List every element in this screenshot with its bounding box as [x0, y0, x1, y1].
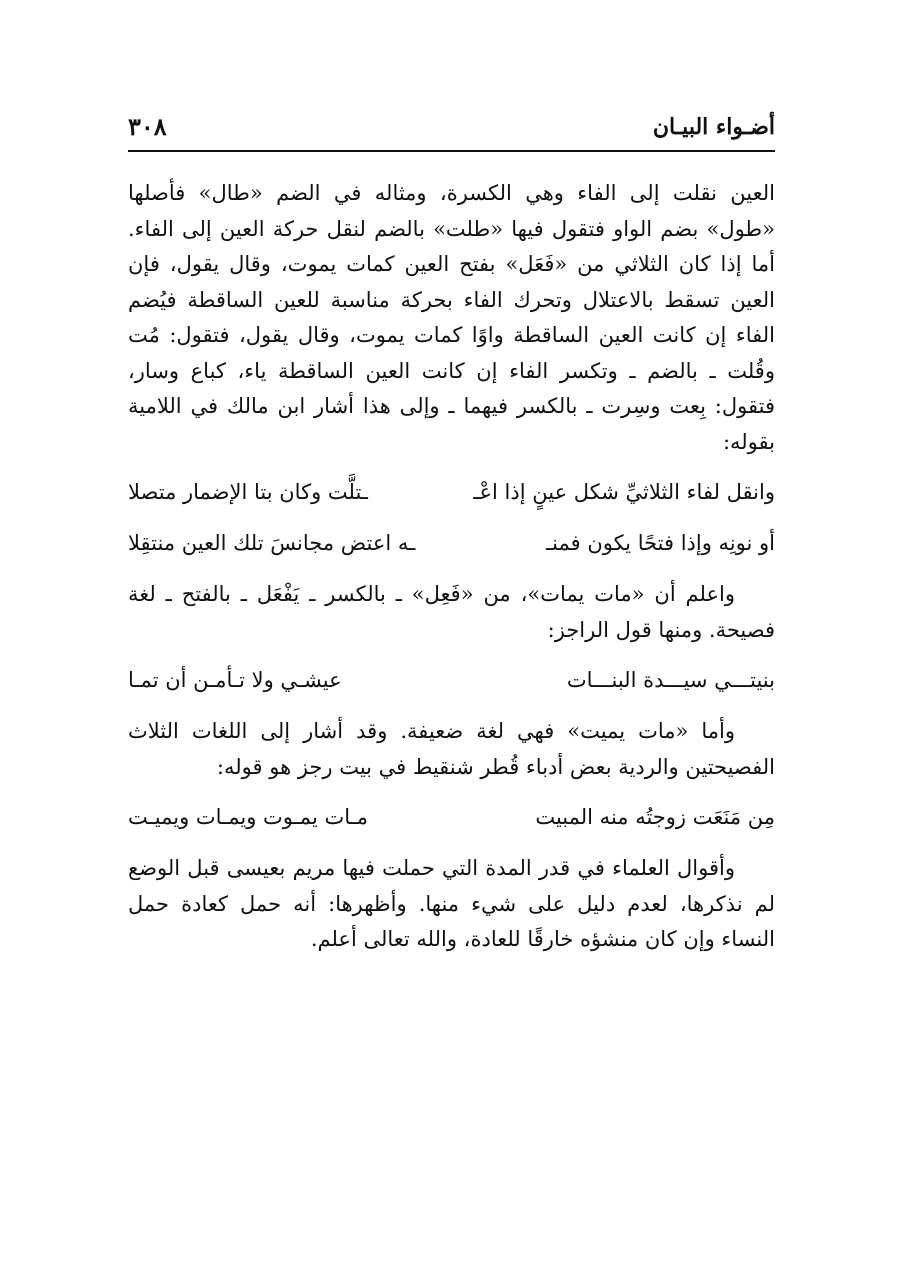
paragraph-3: وأما «مات يميت» فهي لغة ضعيفة. وقد أشار إلى اللغات الثلاث الفصيحتين والردية بعض أدباء قُطر شنقيط في بيت رجز هو قوله:	[128, 719, 775, 779]
verse-4-second-hemistich: مـات يمـوت ويمـات ويميـت	[128, 805, 369, 829]
verse-1-second-hemistich: ـتلَّت وكان بتا الإضمار متصلا	[128, 480, 368, 504]
running-header	[128, 110, 775, 152]
paragraph-2: واعلم أن «مات يمات»، من «فَعِل» ـ بالكسر ـ يَفْعَل ـ بالفتح ـ لغة فصيحة. ومنها قول الراجز:	[128, 582, 775, 642]
paragraph-4: وأقوال العلماء في قدر المدة التي حملت فيها مريم بعيسى قبل الوضع لم نذكرها، لعدم دليل على شيء منها. وأظهرها: أنه حمل كعادة حمل النساء وإن كان منشؤه خارقًا للعادة، والله تعالى أعلم.	[128, 856, 775, 951]
verse-3	[128, 663, 775, 698]
verse-3-second-hemistich: عيشـي ولا تـأمـن أن تمـا	[128, 668, 342, 692]
verse-2-first-hemistich: أو نونِه وإذا فتحًا يكون فمنـ	[545, 531, 775, 555]
verse-2	[128, 526, 775, 561]
book-page	[128, 110, 775, 958]
paragraph-1: العين نقلت إلى الفاء وهي الكسرة، ومثاله في الضم «طال» فأصلها «طول» بضم الواو فتقول فيها «طلت» بالضم لنقل حركة العين إلى الفاء. أما إذا كان الثلاثي من «فَعَل» بفتح العين كمات يموت، وقال يقول، فإن العين تسقط بالاعتلال وتحرك الفاء بحركة مناسبة للعين الساقطة فيُضم الفاء إن كانت العين الساقطة واوًا كمات يموت، وقال يقول، فتقول: مُت وقُلت ـ بالضم ـ وتكسر الفاء إن كانت العين الساقطة ياء، كباع وسار، فتقول: بِعت وسِرت ـ بالكسر فيهما ـ وإلى هذا أشار ابن مالك في اللامية بقوله:	[128, 181, 775, 454]
page-number: ٣٠٨	[128, 112, 167, 141]
page-body	[128, 176, 775, 958]
verse-4-first-hemistich: مِن مَنَعَت زوجتُه منه المبيت	[535, 805, 775, 829]
verse-1-first-hemistich: وانقل لفاء الثلاثيِّ شكل عينٍ إذا اعْـ	[473, 480, 775, 504]
verse-4	[128, 800, 775, 835]
verse-2-second-hemistich: ـه اعتض مجانسَ تلك العين منتقِلا	[128, 531, 416, 555]
verse-3-first-hemistich: بنيتـــي سيـــدة البنـــات	[566, 668, 775, 692]
verse-1	[128, 475, 775, 510]
book-title: أضـواء البيـان	[652, 114, 775, 140]
